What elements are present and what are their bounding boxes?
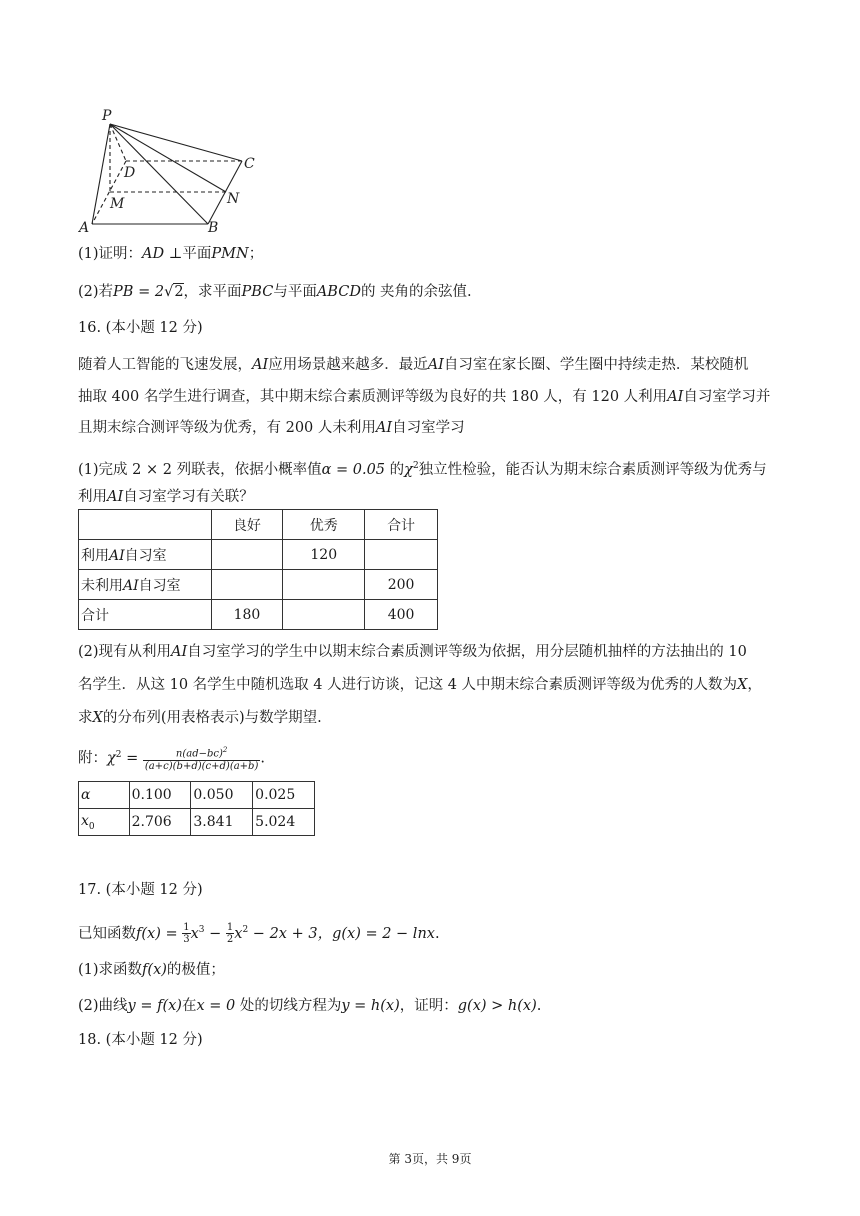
table-cell: 400 — [365, 600, 438, 630]
table-cell: 0.050 — [191, 782, 253, 809]
table-cell: 优秀 — [283, 510, 365, 540]
label-N: N — [227, 191, 240, 207]
table-row — [79, 570, 438, 600]
table-cell: 2.706 — [129, 809, 191, 836]
q16-header: 16. (本小题 12 分) — [78, 320, 203, 336]
label-C: C — [244, 156, 255, 172]
table-cell — [211, 540, 283, 570]
q17-given: 已知函数f(x) = $\frac{1}{3}$ $x^3$ − $\frac{1}{2}$ $x^2 - 2x + 3$，g(x) = 2 − lnx. — [78, 922, 440, 946]
q16-part1-line1: (1)完成 2 × 2 列联表，依据小概率值α = 0.05 的$\chi^2$独立性检验，能否认为期末综合素质测评等级为优秀与 — [78, 461, 767, 478]
q16-para-line2: 抽取 400 名学生进行调查，其中期末综合素质测评等级为良好的共 180 人，有 120 人利用AI自习室学习并 — [78, 389, 771, 405]
q17-header: 17. (本小题 12 分) — [78, 882, 203, 898]
table-row-label: 合计 — [79, 600, 212, 630]
table-row-label: $x_0$ — [79, 809, 130, 836]
q16-part2-line1: (2)现有从利用AI自习室学习的学生中以期末综合素质测评等级为依据，用分层随机抽样的方法抽出的 10 — [78, 644, 747, 660]
page-footer: 第 3页，共 9页 — [388, 1152, 472, 1166]
label-D: D — [124, 165, 136, 181]
q17-part2: (2)曲线y = f(x)在x = 0 处的切线方程为y = h(x)，证明：g(x) > h(x). — [78, 998, 542, 1014]
q17-part1: (1)求函数f(x)的极值； — [78, 962, 225, 978]
pyramid-figure — [74, 104, 264, 236]
table-cell: 3.841 — [191, 809, 253, 836]
table-cell — [365, 540, 438, 570]
q16-part2-line3: 求X的分布列(用表格表示)与数学期望. — [78, 710, 322, 726]
q16-part2-line2: 名学生．从这 10 名学生中随机选取 4 人进行访谈，记这 4 人中期末综合素质测评等级为优秀的人数为X， — [78, 677, 762, 693]
q16-para-line1: 随着人工智能的飞速发展，AI应用场景越来越多．最近AI自习室在家长圈、学生圈中持续走热．某校随机 — [78, 357, 749, 373]
table-cell: 120 — [283, 540, 365, 570]
table-cell: 0.100 — [129, 782, 191, 809]
table-cell — [211, 570, 283, 600]
table-row — [79, 782, 315, 809]
chi-square-formula: 附：$\chi^2$ = $\frac{n(ad-bc)^2}{(a+c)(b+d)(c+d)(a+b)}$ . — [78, 746, 265, 773]
label-A: A — [79, 220, 90, 236]
table-header-row — [79, 510, 438, 540]
table-cell — [283, 600, 365, 630]
table-row-label: α — [79, 782, 130, 809]
table-row-label: 利用AI自习室 — [79, 540, 212, 570]
label-P: P — [102, 108, 112, 124]
table-cell: 良好 — [211, 510, 283, 540]
label-M: M — [110, 196, 125, 212]
table-row-label: 未利用AI自习室 — [79, 570, 212, 600]
table-cell — [79, 510, 212, 540]
table-cell: 5.024 — [253, 809, 315, 836]
table-row — [79, 600, 438, 630]
table-cell: 200 — [365, 570, 438, 600]
table-cell — [283, 570, 365, 600]
critical-value-table — [78, 781, 315, 836]
q18-header: 18. (本小题 12 分) — [78, 1032, 203, 1048]
q15-part2: (2)若PB = 2√2，求平面PBC与平面ABCD的 夹角的余弦值. — [78, 284, 472, 300]
q16-part1-line2: 利用AI自习室学习有关联？ — [78, 489, 254, 505]
q15-part1: (1)证明：AD ⊥平面PMN； — [78, 246, 264, 262]
table-row — [79, 540, 438, 570]
table-cell: 180 — [211, 600, 283, 630]
table-row — [79, 809, 315, 836]
contingency-table — [78, 509, 438, 630]
table-cell: 0.025 — [253, 782, 315, 809]
q16-para-line3: 且期末综合测评等级为优秀，有 200 人未利用AI自习室学习 — [78, 420, 465, 436]
label-B: B — [208, 220, 219, 236]
table-cell: 合计 — [365, 510, 438, 540]
